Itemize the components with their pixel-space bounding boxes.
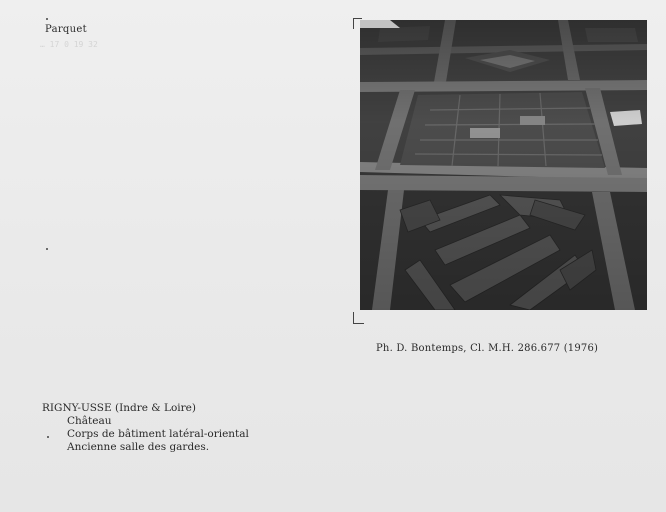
location-building: Château — [67, 415, 112, 427]
faint-reference-number: … 17 0 19 32 — [40, 40, 98, 49]
photo-credit: Ph. D. Bontemps, Cl. M.H. 286.677 (1976) — [376, 343, 599, 354]
crop-mark-bottom — [353, 312, 364, 324]
punch-dot — [46, 248, 48, 250]
location-block — [42, 402, 249, 454]
location-place: RIGNY-USSE (Indre & Loire) — [42, 402, 196, 414]
location-room: Ancienne salle des gardes. — [67, 441, 210, 453]
subject-label: Parquet — [45, 24, 87, 35]
location-wing: Corps de bâtiment latéral-oriental — [67, 428, 249, 440]
parquet-floor-image — [360, 20, 647, 310]
parquet-photograph — [360, 20, 647, 310]
punch-dot — [46, 18, 48, 20]
